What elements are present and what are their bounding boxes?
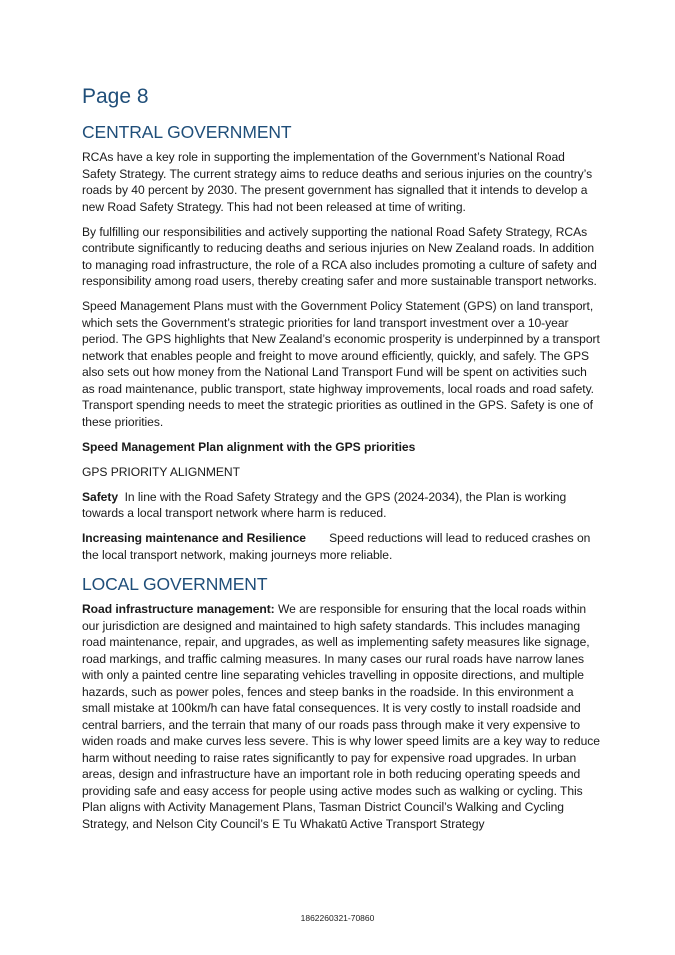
local-paragraph [82,601,600,832]
maintenance-paragraph [82,530,600,563]
alignment-heading: Speed Management Plan alignment with the GPS priorities [82,439,416,454]
safety-text: In line with the Road Safety Strategy and the GPS (2024-2034), the Plan is working towards a local transport network where harm is reduced. [82,489,570,520]
infrastructure-label: Road infrastructure management: [82,602,275,616]
maintenance-label: Increasing maintenance and Resilience [82,531,306,545]
maintenance-text: Speed reductions will lead to reduced crashes on the local transport network, making journeys more reliable. [82,531,594,562]
safety-label: Safety [82,489,118,504]
central-paragraph-3: Speed Management Plans must with the Government Policy Statement (GPS) on land transport, which sets the Government’s strategic priorities for land transport investment over a 10-year period. The GPS highlights that New Zealand’s economic prosperity is underpinned by a transport network that enables people and freight to move around efficiently, quickly, and safely. The GPS also sets out how money from the National Land Transport Fund will be spent on activities such as road maintenance, public transport, state highway improvements, local roads and road safety. Transport spending needs to meet the strategic priorities as outlined in the GPS. Safety is one of these priorities. [82,299,600,429]
central-paragraph-2: By fulfilling our responsibilities and actively supporting the national Road Safety Strategy, RCAs contribute significantly to reducing deaths and serious injuries on New Zealand roads. In addition to managing road infrastructure, the role of a RCA also includes promoting a culture of safety and responsibility among road users, thereby creating safer and more sustainable transport networks. [82,224,597,288]
central-government-heading: CENTRAL GOVERNMENT [82,122,292,142]
document-footer-id: 1862260321-70860 [300,913,375,923]
safety-paragraph [82,489,600,522]
local-government-heading: LOCAL GOVERNMENT [82,574,268,594]
infrastructure-text: We are responsible for ensuring that the local roads within our jurisdiction are designed and maintained to high safety standards. This includes managing road maintenance, repair, and upgrades, as well as implementing safety measures like signage, road markings, and traffic calming measures. In many cases our rural roads have narrow lanes with only a painted centre line separating vehicles travelling in opposite directions, and multiple hazards, such as power poles, fences and steep banks in the roadside. In this environment a small mistake at 100km/h can have fatal consequences. It is very costly to install roadside and central barriers, and the terrain that many of our roads pass through make it very expensive to widen roads and make curves less severe. This is why lower speed limits are a key way to reduce harm without needing to raise rates significantly to pay for expensive road upgrades. In urban areas, design and infrastructure have an important role in both reducing operating speeds and providing safe and easy access for people using active modes such as walking or cycling. This Plan aligns with Activity Management Plans, Tasman District Council’s Walking and Cycling Strategy, and Nelson City Council’s E Tu Whakatū Active Transport Strategy [82,602,600,831]
page-title: Page 8 [82,85,149,108]
document-page [82,84,600,841]
alignment-subheading: GPS PRIORITY ALIGNMENT [82,464,240,479]
central-paragraph-1: RCAs have a key role in supporting the implementation of the Government’s National Road Safety Strategy. The current strategy aims to reduce deaths and serious injuries on the country’s roads by 40 percent by 2030. The present government has signalled that it intends to develop a new Road Safety Strategy. This had not been released at time of writing. [82,150,593,214]
